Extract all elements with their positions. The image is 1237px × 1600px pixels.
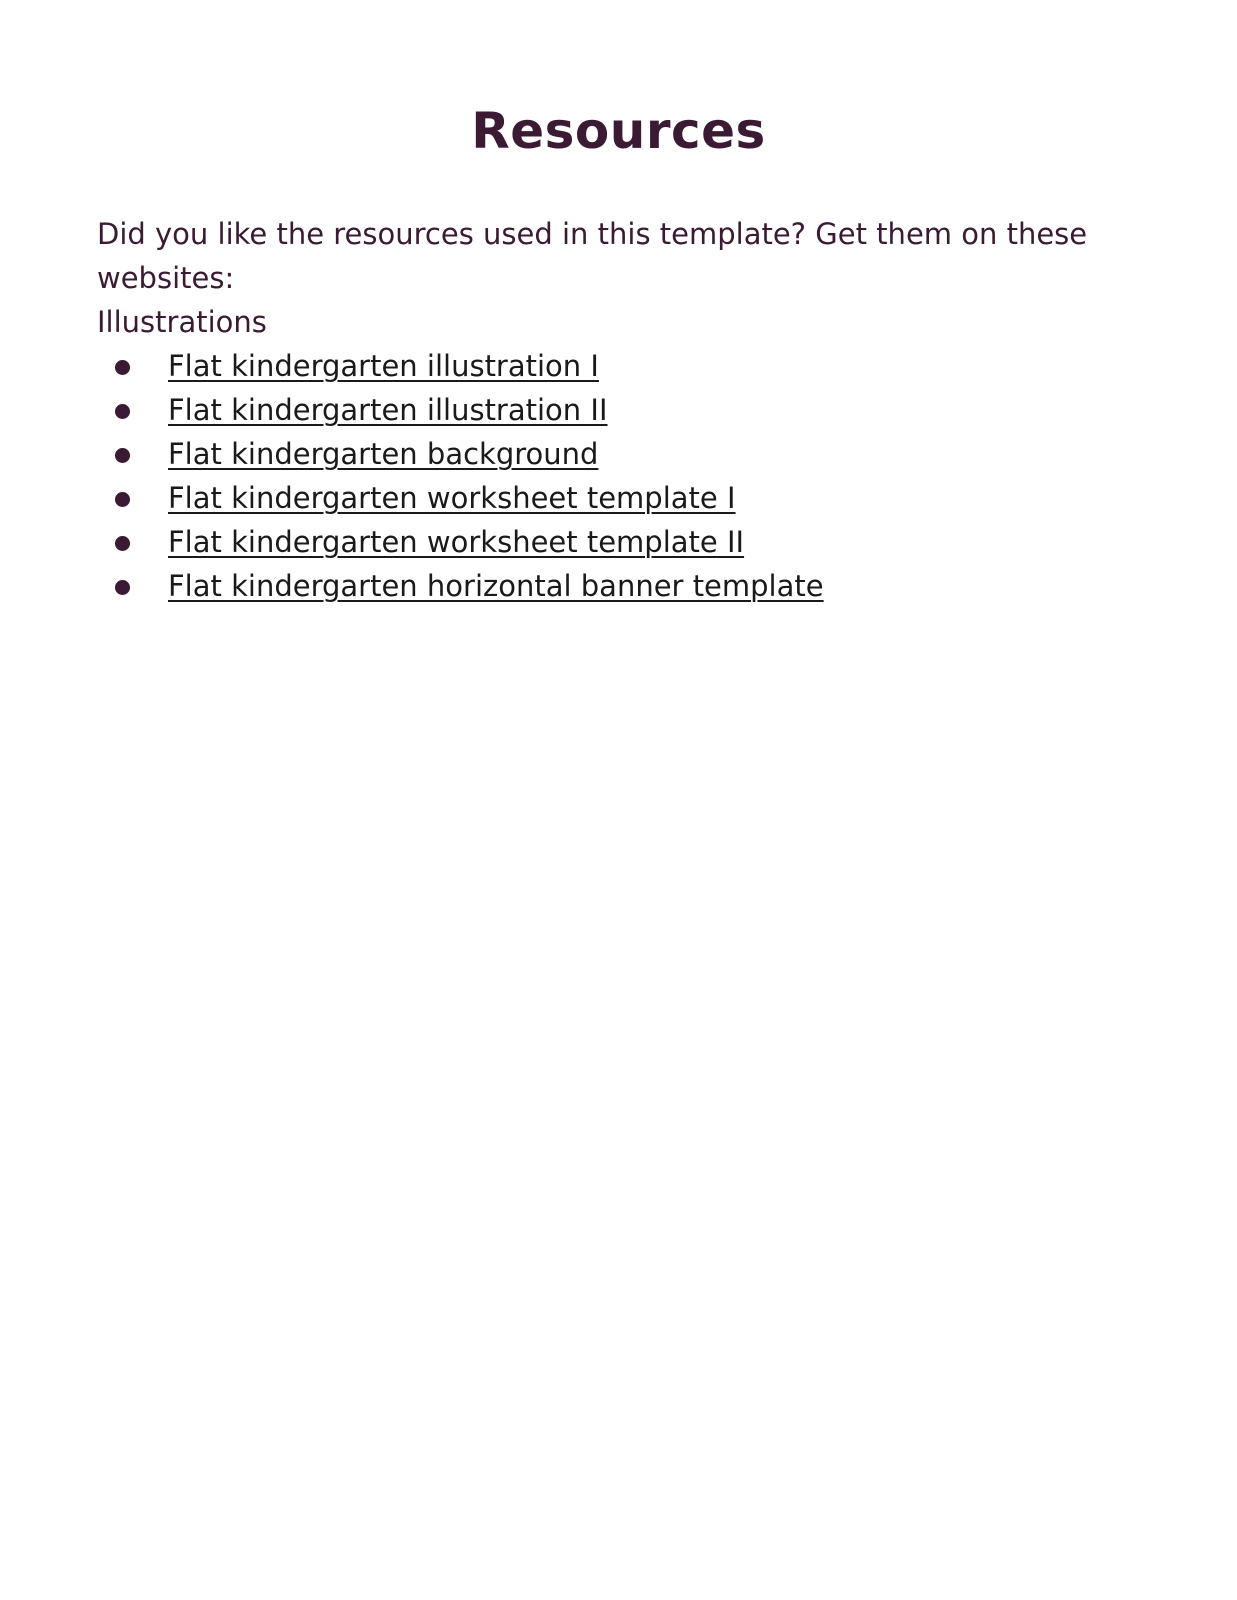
list-item	[97, 432, 1137, 476]
list-item	[97, 476, 1137, 520]
bullet-icon	[115, 360, 130, 375]
resource-link[interactable]: Flat kindergarten worksheet template II	[168, 525, 745, 559]
bullet-icon	[115, 448, 130, 463]
intro-text: Did you like the resources used in this template? Get them on these websites:	[97, 217, 1088, 295]
resource-link-list	[97, 344, 1137, 608]
page-title: Resources	[471, 102, 766, 160]
bullet-icon	[115, 404, 130, 419]
resources-content	[97, 212, 1137, 608]
section-label-illustrations: Illustrations	[97, 305, 267, 339]
list-item	[97, 520, 1137, 564]
resource-link[interactable]: Flat kindergarten worksheet template I	[168, 481, 736, 515]
bullet-icon	[115, 580, 130, 595]
list-item	[97, 344, 1137, 388]
resource-link[interactable]: Flat kindergarten illustration II	[168, 393, 608, 427]
list-item	[97, 564, 1137, 608]
bullet-icon	[115, 536, 130, 551]
bullet-icon	[115, 492, 130, 507]
resource-link[interactable]: Flat kindergarten illustration I	[168, 349, 599, 383]
list-item	[97, 388, 1137, 432]
resource-link[interactable]: Flat kindergarten horizontal banner template	[168, 569, 824, 603]
resource-link[interactable]: Flat kindergarten background	[168, 437, 599, 471]
